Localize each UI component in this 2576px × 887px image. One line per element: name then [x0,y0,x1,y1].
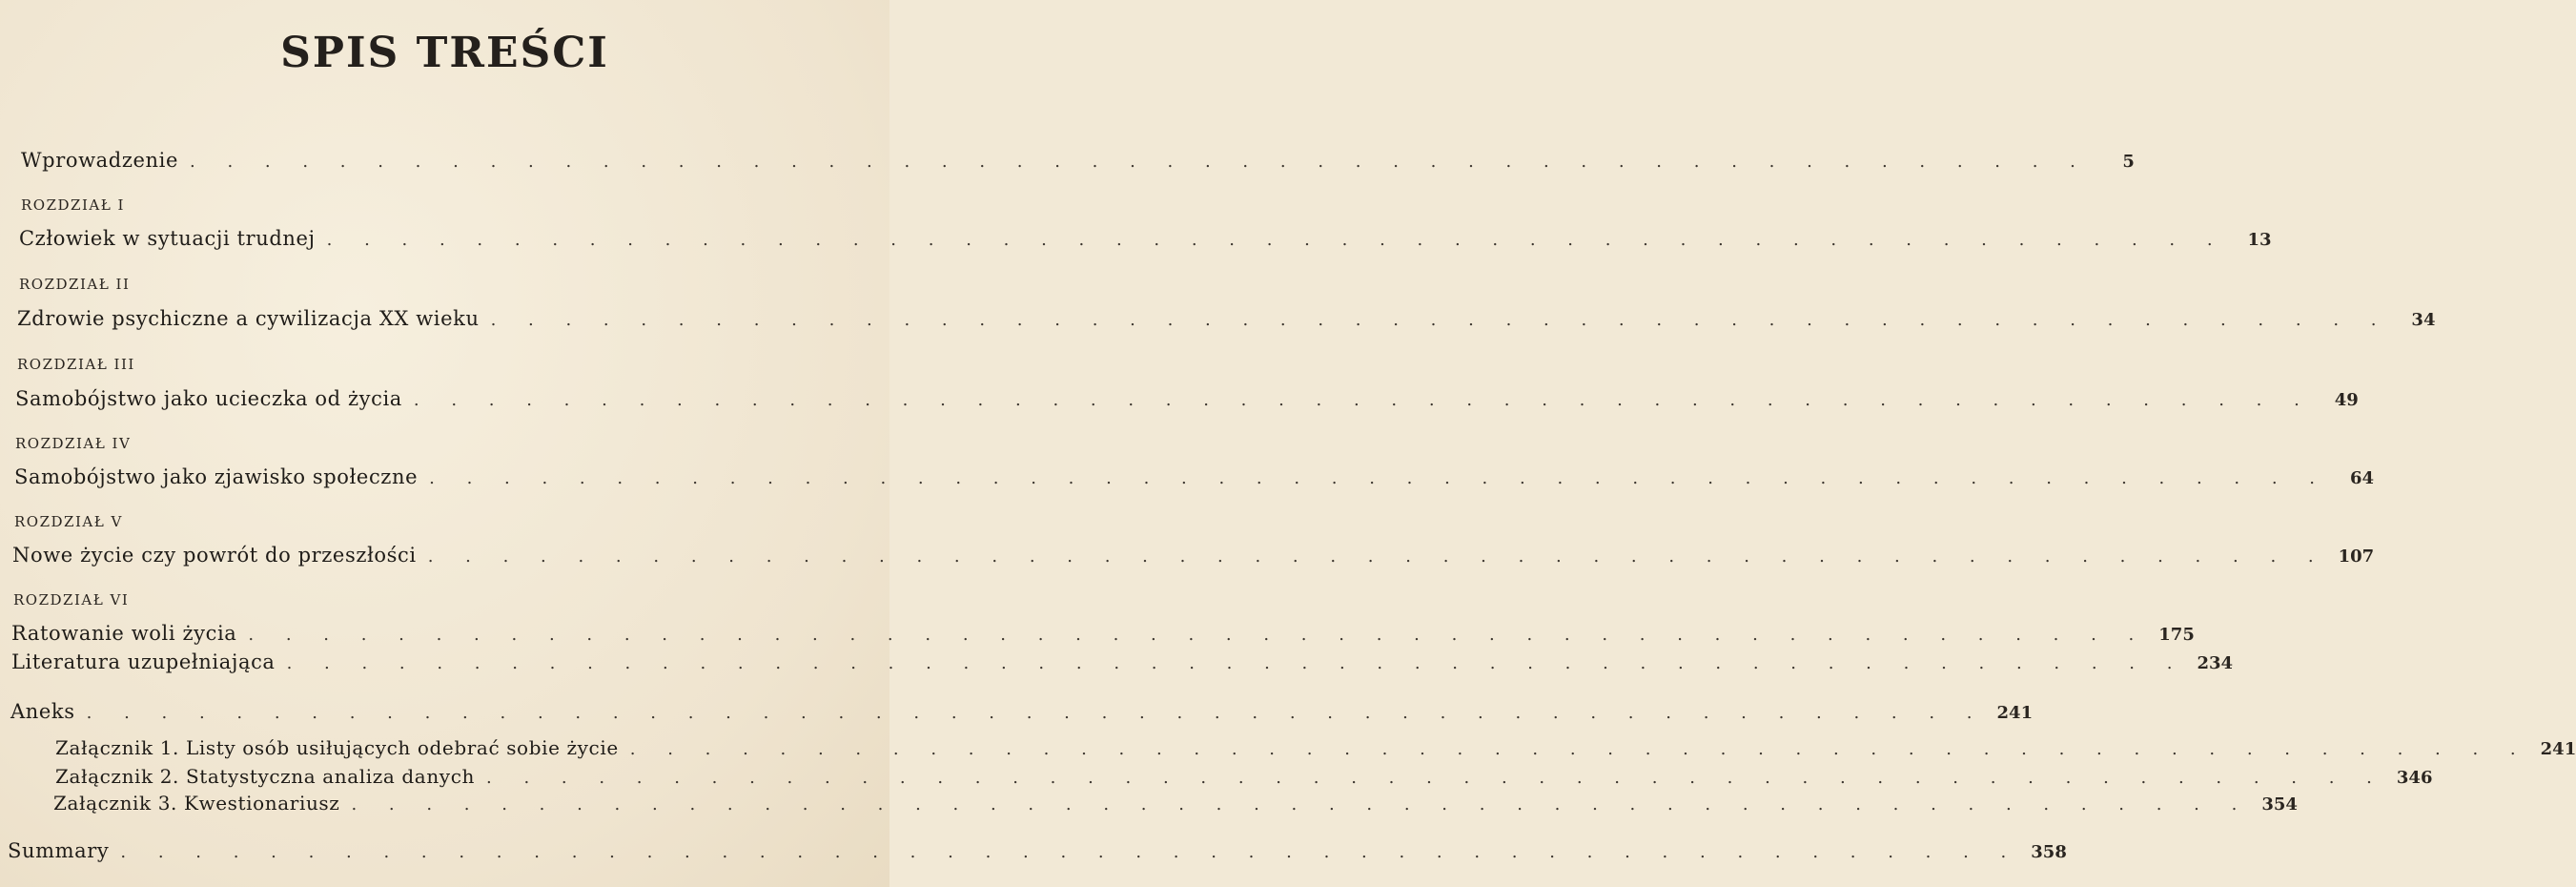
toc-entry-label: Summary [8,839,110,862]
toc-entry-chapter-2 [17,307,2436,334]
dot-leader: . . . . . . . . . . . . . . . . . . . . . . . . . . . . . . . . . . . . . . . . . . . . . . . . . . . [190,152,2089,172]
toc-entry-chapter-5 [12,544,2375,570]
toc-entry-attachment-2 [55,765,2433,792]
page-title: SPIS TREŚCI [280,29,609,77]
toc-entry-chapter-6 [11,622,2195,649]
page-number: 234 [2197,653,2234,673]
page-number: 241 [2540,739,2576,759]
page-number: 358 [2031,842,2067,862]
toc-entry-label: Samobójstwo jako ucieczka od życia [15,387,402,410]
page-number: 175 [2158,625,2195,645]
dot-leader: . . . . . . . . . . . . . . . . . . . . . . . . . . . . . . . . . . . . . . . . . . . . . . . . . . . [86,703,1986,723]
toc-entry-literature [11,650,2234,677]
toc-entry-label: Człowiek w sytuacji trudnej [19,227,316,250]
dot-leader: . . . . . . . . . . . . . . . . . . . . . . . . . . . . . . . . . . . . . . . . . . . . . . . . . . . [248,625,2148,645]
dot-leader: . . . . . . . . . . . . . . . . . . . . . . . . . . . . . . . . . . . . . . . . . . . . . . . . . . . [413,390,2313,410]
toc-entry-chapter-4 [14,465,2375,492]
toc-entry-summary [8,839,2067,866]
chapter-heading: ROZDZIAŁ IV [15,435,132,452]
toc-entry-label: Wprowadzenie [21,149,179,172]
page-number: 49 [2334,390,2359,410]
dot-leader: . . . . . . . . . . . . . . . . . . . . . . . . . . . . . . . . . . . . . . . . . . . . . . . . . . . [120,842,2020,862]
toc-entry-label: Samobójstwo jako zjawisko społeczne [14,465,419,488]
dot-leader: . . . . . . . . . . . . . . . . . . . . . . . . . . . . . . . . . . . . . . . . . . . . . . . . . . . [351,794,2251,815]
dot-leader: . . . . . . . . . . . . . . . . . . . . . . . . . . . . . . . . . . . . . . . . . . . . . . . . . . . [326,230,2226,250]
toc-entry-label: Aneks [10,700,75,723]
page-number: 64 [2349,468,2375,488]
chapter-heading: ROZDZIAŁ VI [13,591,130,609]
chapter-heading: ROZDZIAŁ I [21,196,125,214]
toc-entry-annex [10,700,2034,727]
toc-entry-label: Ratowanie woli życia [11,622,237,645]
toc-entry-attachment-1 [55,736,2576,763]
toc-entry-chapter-1 [19,227,2272,254]
chapter-heading: ROZDZIAŁ V [14,513,123,530]
toc-entry-attachment-3 [53,792,2298,818]
toc-entry-label: Załącznik 2. Statystyczna analiza danych [55,765,475,788]
page-number: 241 [1996,703,2034,723]
toc-entry-label: Literatura uzupełniająca [11,650,276,673]
page-number: 354 [2261,794,2298,815]
toc-entry-label: Załącznik 3. Kwestionariusz [53,792,340,815]
dot-leader: . . . . . . . . . . . . . . . . . . . . . . . . . . . . . . . . . . . . . . . . . . . . . . . . . . . [429,468,2329,488]
page-number: 346 [2396,768,2433,788]
toc-entry-label: Załącznik 1. Listy osób usiłujących odebrać sobie życie [55,736,619,759]
dot-leader: . . . . . . . . . . . . . . . . . . . . . . . . . . . . . . . . . . . . . . . . . . . . . . . . . . . [486,768,2385,788]
chapter-heading: ROZDZIAŁ III [17,356,135,373]
dot-leader: . . . . . . . . . . . . . . . . . . . . . . . . . . . . . . . . . . . . . . . . . . . . . . . . . . . [286,653,2186,673]
toc-entry-label: Nowe życie czy powrót do przeszłości [12,544,417,567]
page-number: 34 [2411,310,2436,330]
chapter-heading: ROZDZIAŁ II [19,276,131,293]
dot-leader: . . . . . . . . . . . . . . . . . . . . . . . . . . . . . . . . . . . . . . . . . . . . . . . . . . . [629,739,2529,759]
page-number: 5 [2122,152,2135,172]
page-number: 107 [2338,547,2375,567]
toc-entry-intro [21,149,2135,175]
toc-entry-chapter-3 [15,387,2359,414]
dot-leader: . . . . . . . . . . . . . . . . . . . . . . . . . . . . . . . . . . . . . . . . . . . . . . . . . . . [427,547,2327,567]
page-number: 13 [2247,230,2272,250]
dot-leader: . . . . . . . . . . . . . . . . . . . . . . . . . . . . . . . . . . . . . . . . . . . . . . . . . . . [490,310,2390,330]
toc-entry-label: Zdrowie psychiczne a cywilizacja XX wieku [17,307,480,330]
